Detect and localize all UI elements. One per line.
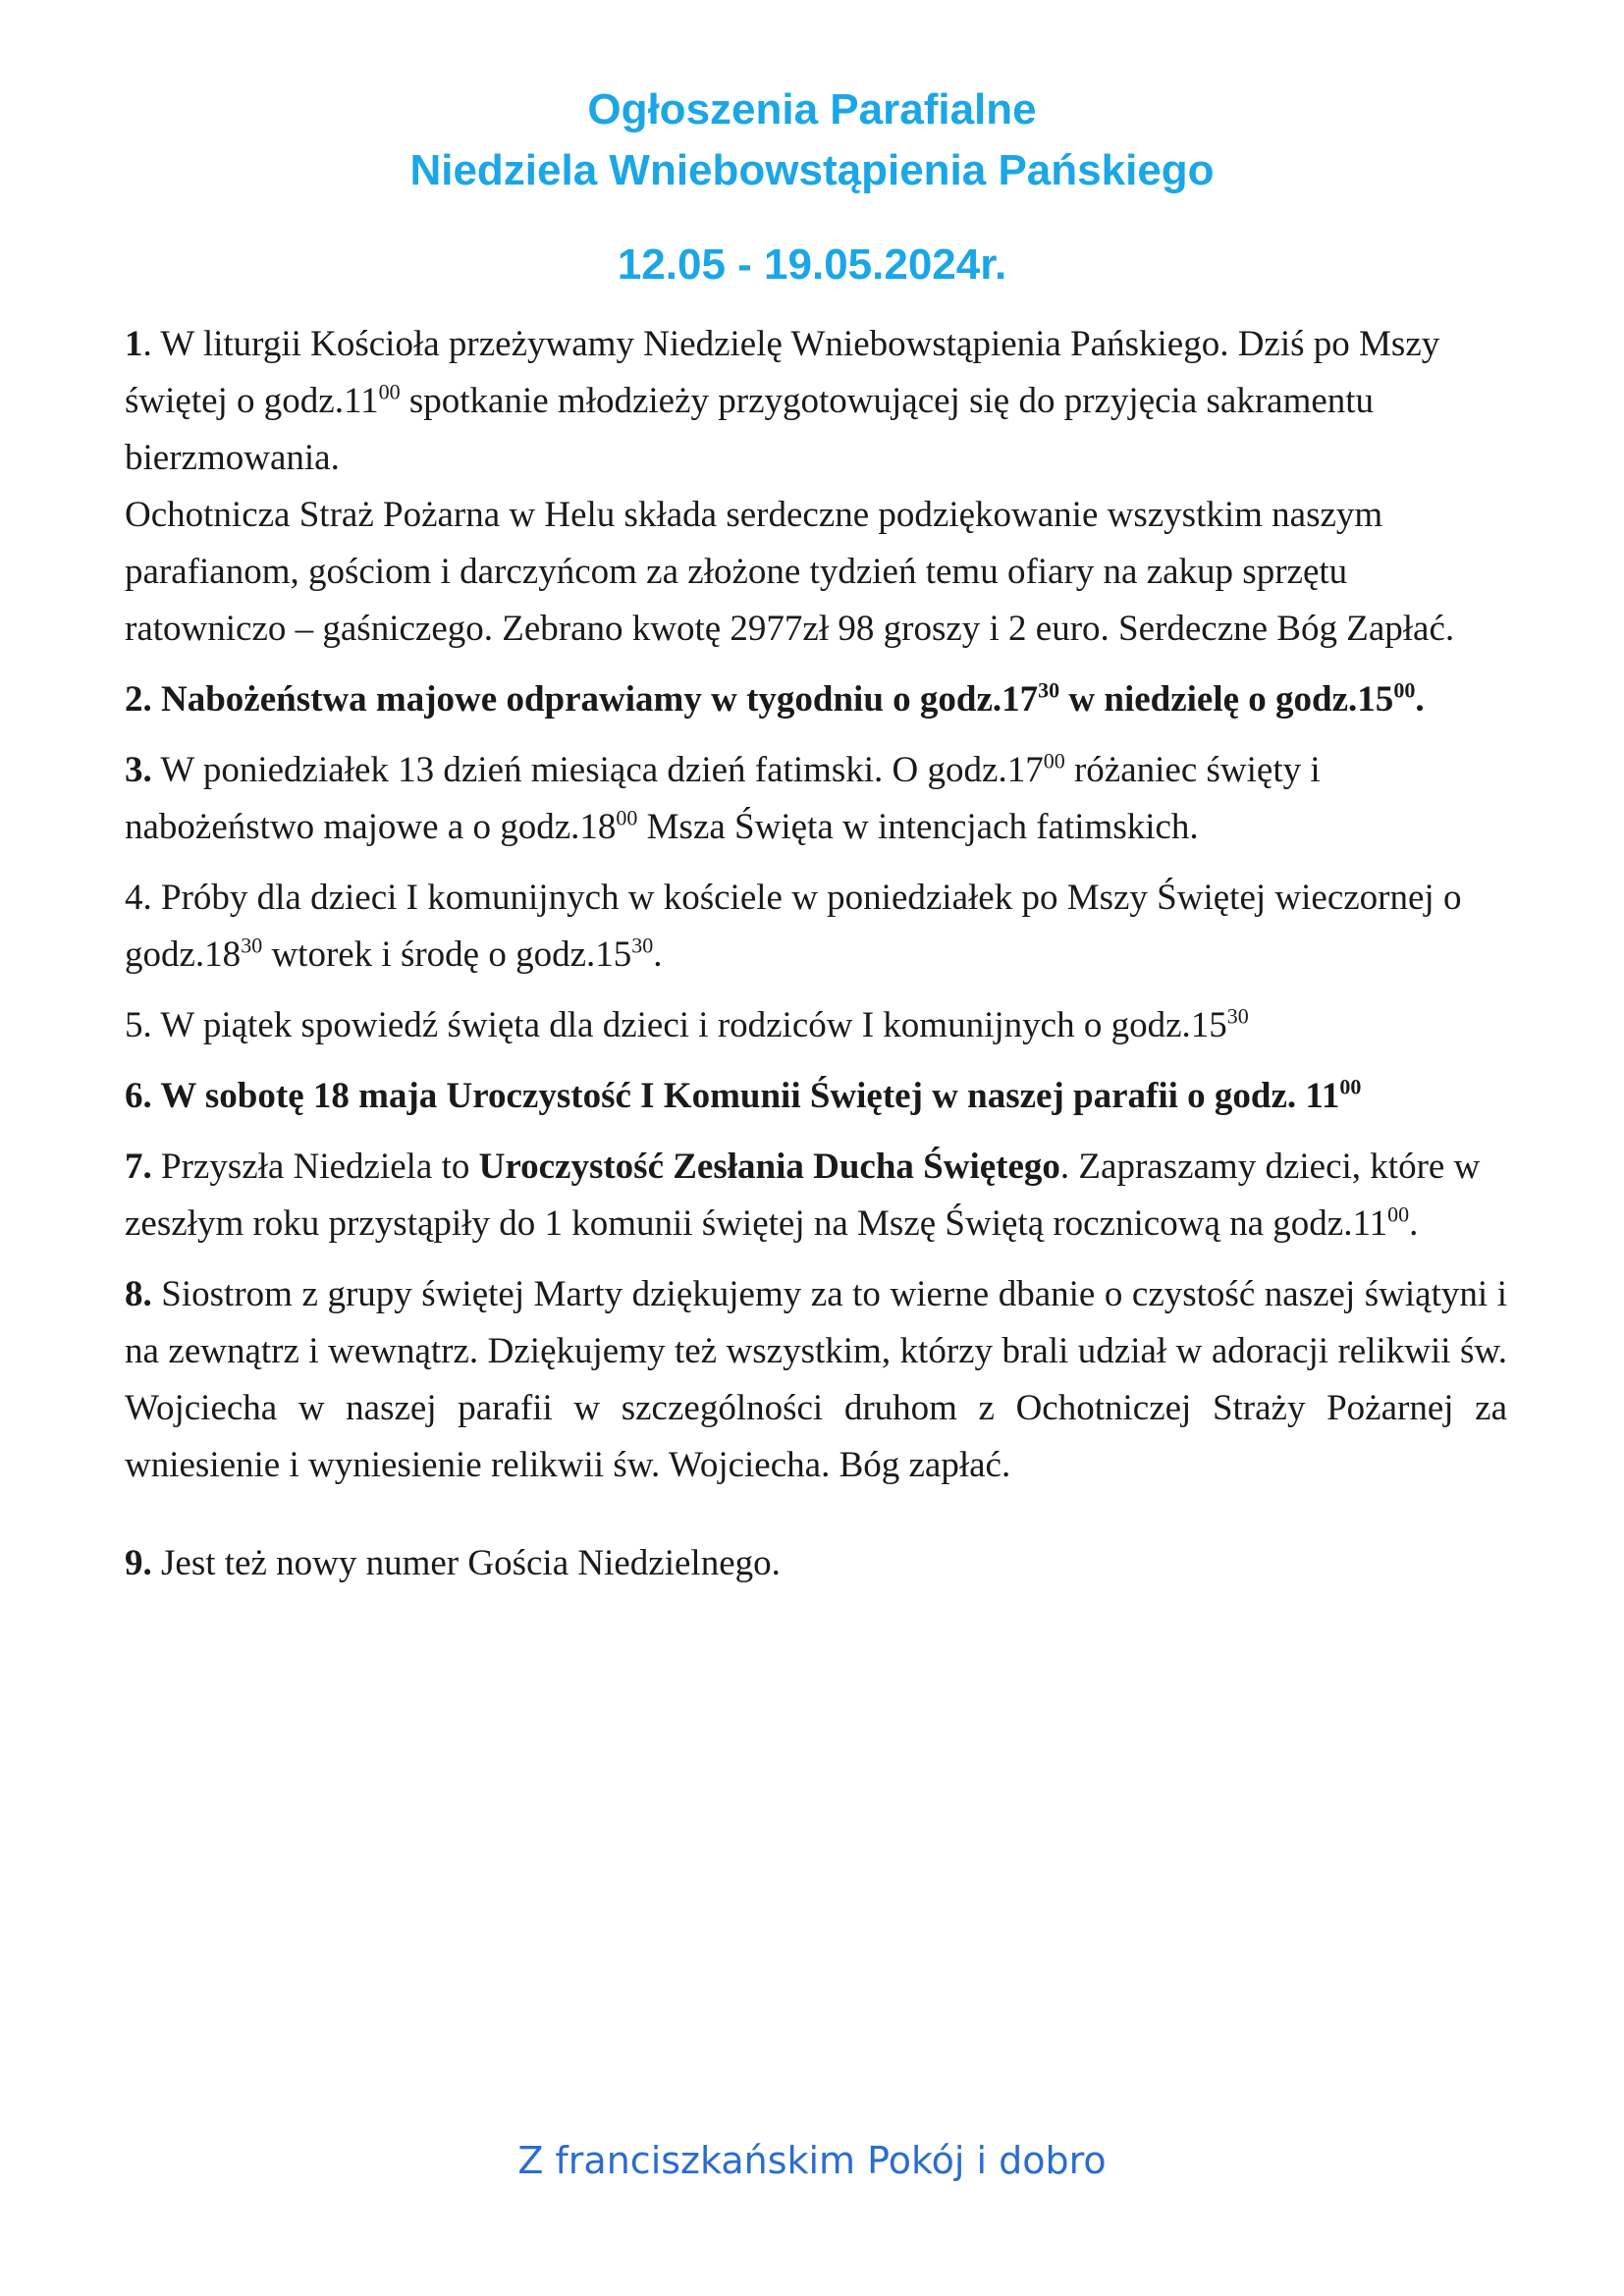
item-8: 8. Siostrom z grupy świętej Marty dziękujemy za to wierne dbanie o czystość naszej świątyni i na zewnątrz i wewnątrz. Dziękujemy też wszystkim, którzy brali udział w adoracji relikwii św. Wojciecha w naszej parafii w szczególności druhom z Ochotniczej Straży Pożarnej za wniesienie i wyniesienie relikwii św. Wojciecha. Bóg zapłać. (125, 1274, 1507, 1485)
date-range: 12.05 - 19.05.2024r. (617, 240, 1007, 289)
item-9: 9. Jest też nowy numer Gościa Niedzielnego. (125, 1543, 781, 1583)
item-3-number: 3. (125, 750, 152, 790)
closing-greeting: Z franciszkańskim Pokój i dobro (517, 2139, 1107, 2182)
item-8-number: 8. (125, 1274, 152, 1314)
item-7: 7. Przyszła Niedziela to Uroczystość Zesłania Ducha Świętego. Zapraszamy dzieci, które w zeszłym roku przystąpiły do 1 komunii świętej na Mszę Świętą rocznicową na $godz.11^{00}$. (125, 1147, 1481, 1244)
item-7-number: 7. (125, 1147, 152, 1187)
page-title: Ogłoszenia Parafialne (587, 85, 1037, 133)
item-2: 2. Nabożeństwa majowe odprawiamy w tygodniu o $godz.17^{30}$ w niedzielę o $godz.15^{00}$. (125, 677, 1425, 720)
item-5: 5. W piątek spowiedź święta dla dzieci i rodziców I komunijnych o $godz.15^{30}$ (125, 1003, 1249, 1045)
item-6: 6. W sobotę 18 maja Uroczystość I Komunii Świętej w naszej parafii o godz. $11^{00}$ (125, 1074, 1362, 1116)
announcements-body (125, 316, 1507, 1592)
page-subtitle: Niedziela Wniebowstąpienia Pańskiego (409, 146, 1215, 194)
item-9-number: 9. (125, 1543, 152, 1583)
item-1-number: 1 (125, 324, 143, 364)
pentecost-highlight: Uroczystość Zesłania Ducha Świętego (478, 1147, 1060, 1187)
item-3: 3. W poniedziałek 13 dzień miesiąca dzień fatimski. O $godz.17^{00}$ różaniec święty i nabożeństwo majowe a o $godz.18^{00}$ Msza Święta w intencjach fatimskich. (125, 748, 1321, 847)
item-1: 1. W liturgii Kościoła przeżywamy Niedzielę Wniebowstąpienia Pańskiego. Dziś po Mszy świętej o $godz.11^{00}$ spotkanie młodzieży przygotowującej się do przyjęcia sakramentu bierzmowania. (125, 324, 1440, 478)
item-4: 4. Próby dla dzieci I komunijnych w kościele w poniedziałek po Mszy Świętej wieczornej o $godz.18^{30}$ wtorek i środę o $godz.15^{30}$. (125, 878, 1462, 975)
item-1-osp-thanks: Ochotnicza Straż Pożarna w Helu składa serdeczne podziękowanie wszystkim naszym parafianom, gościom i darczyńcom za złożone tydzień temu ofiary na zakup sprzętu ratowniczo – gaśniczego. Zebrano kwotę 2977zł 98 groszy i 2 euro. Serdeczne Bóg Zapłać. (125, 495, 1455, 649)
